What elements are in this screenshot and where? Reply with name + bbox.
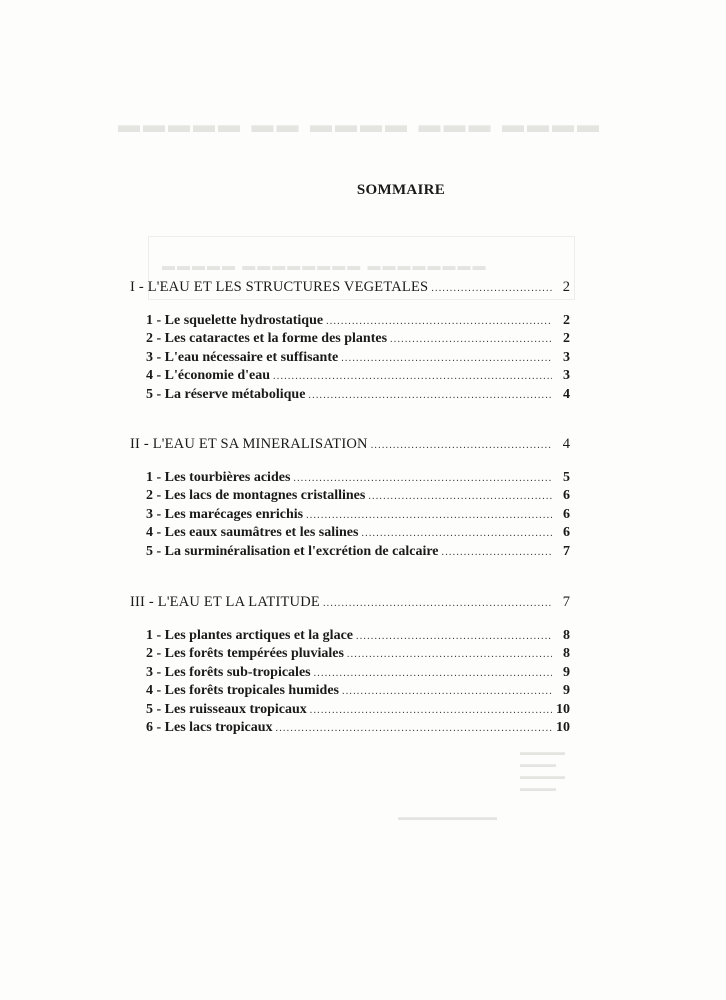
bleed-through-text: ▬▬▬▬▬ ▬▬▬▬▬▬▬▬ ▬▬▬▬▬▬▬▬ bbox=[162, 258, 488, 273]
toc-item bbox=[146, 367, 570, 386]
page-number: 6 bbox=[563, 506, 570, 522]
toc-item-label: 5 - La réserve métabolique bbox=[146, 386, 306, 402]
toc-heading bbox=[130, 436, 570, 455]
page-number: 2 bbox=[563, 312, 570, 328]
page-number: 2 bbox=[562, 279, 570, 295]
toc-item-label: 2 - Les cataractes et la forme des plantes bbox=[146, 331, 388, 346]
toc-item-label: 2 - Les forêts tempérées pluviales bbox=[146, 646, 344, 661]
toc-item bbox=[146, 349, 570, 368]
toc-item-label: 5 - Les ruisseaux tropicaux bbox=[146, 701, 307, 717]
page-number: 9 bbox=[563, 683, 570, 698]
page-number: 7 bbox=[562, 594, 570, 610]
dot-leader bbox=[356, 628, 552, 646]
page-number: 4 bbox=[563, 386, 570, 402]
toc-item-label: 1 - Le squelette hydrostatique bbox=[146, 312, 324, 328]
toc-item bbox=[146, 330, 570, 349]
toc-item bbox=[146, 524, 570, 543]
dot-leader bbox=[342, 683, 552, 701]
toc-items bbox=[130, 312, 570, 405]
toc-item bbox=[146, 664, 570, 683]
toc-item-label: 3 - Les marécages enrichis bbox=[146, 506, 304, 522]
dot-leader bbox=[306, 507, 552, 525]
toc-item bbox=[146, 469, 570, 488]
toc-item-label: 4 - Les eaux saumâtres et les salines bbox=[146, 525, 359, 540]
toc-item-label: 1 - Les tourbières acides bbox=[146, 469, 291, 485]
page-number: 10 bbox=[556, 701, 570, 717]
dot-leader bbox=[310, 702, 552, 720]
dot-leader bbox=[368, 488, 552, 506]
dot-leader bbox=[390, 331, 552, 349]
toc-item-label: 3 - L'eau nécessaire et suffisante bbox=[146, 349, 339, 365]
toc-heading-label: II - L'EAU ET SA MINERALISATION bbox=[130, 436, 368, 452]
toc-item-label: 5 - La surminéralisation et l'excrétion de calcaire bbox=[146, 543, 439, 559]
toc-item-label: 4 - L'économie d'eau bbox=[146, 368, 271, 383]
toc-section-1 bbox=[130, 279, 570, 404]
bleed-through-text: ▬▬▬▬▬▬▬▬▬▬▬ bbox=[398, 812, 497, 822]
toc-heading-label: III - L'EAU ET LA LATITUDE bbox=[130, 594, 320, 610]
toc-section-2 bbox=[130, 436, 570, 561]
page-number: 8 bbox=[563, 627, 570, 643]
dot-leader bbox=[341, 350, 552, 368]
page-number: 2 bbox=[563, 331, 570, 346]
page-number: 8 bbox=[563, 646, 570, 661]
dot-leader bbox=[347, 646, 552, 664]
dot-leader bbox=[326, 313, 552, 331]
page-number: 6 bbox=[563, 488, 570, 503]
toc-item-label: 4 - Les forêts tropicales humides bbox=[146, 683, 339, 698]
document-title: SOMMAIRE bbox=[356, 182, 446, 198]
toc-items bbox=[130, 627, 570, 738]
dot-leader bbox=[273, 368, 552, 386]
toc-items bbox=[130, 469, 570, 562]
dot-leader bbox=[276, 720, 552, 738]
page-number: 3 bbox=[563, 349, 570, 365]
toc-item bbox=[146, 506, 570, 525]
page-number: 10 bbox=[556, 720, 570, 735]
toc-heading bbox=[130, 594, 570, 613]
page-number: 4 bbox=[562, 436, 570, 452]
dot-leader bbox=[361, 525, 552, 543]
page-number: 7 bbox=[563, 543, 570, 559]
page-number: 6 bbox=[563, 525, 570, 540]
toc-item bbox=[146, 719, 570, 738]
toc-heading bbox=[130, 279, 570, 298]
toc-item bbox=[146, 701, 570, 720]
toc-item bbox=[146, 627, 570, 646]
bleed-through-text: ▬▬▬▬▬ ▬▬ ▬▬▬▬ ▬▬▬ ▬▬▬▬ bbox=[118, 112, 602, 137]
toc-item bbox=[146, 682, 570, 701]
page-number: 3 bbox=[563, 368, 570, 383]
dot-leader bbox=[323, 595, 552, 613]
toc-item bbox=[146, 386, 570, 405]
toc-item-label: 1 - Les plantes arctiques et la glace bbox=[146, 627, 353, 643]
toc-item bbox=[146, 645, 570, 664]
toc-item-label: 6 - Les lacs tropicaux bbox=[146, 720, 273, 735]
dot-leader bbox=[371, 437, 552, 455]
toc-heading-label: I - L'EAU ET LES STRUCTURES VEGETALES bbox=[130, 279, 429, 295]
toc-section-3 bbox=[130, 594, 570, 738]
page-number: 5 bbox=[563, 469, 570, 485]
page-number: 9 bbox=[563, 664, 570, 680]
dot-leader bbox=[308, 387, 552, 405]
dot-leader bbox=[293, 470, 552, 488]
toc-item bbox=[146, 312, 570, 331]
toc-item bbox=[146, 487, 570, 506]
dot-leader bbox=[442, 544, 552, 562]
toc-item bbox=[146, 543, 570, 562]
dot-leader bbox=[431, 280, 552, 298]
toc-item-label: 3 - Les forêts sub-tropicales bbox=[146, 664, 311, 680]
toc-item-label: 2 - Les lacs de montagnes cristallines bbox=[146, 488, 366, 503]
dot-leader bbox=[314, 665, 552, 683]
bleed-through-text: ▬▬▬▬▬ ▬▬▬▬ ▬▬▬▬▬ ▬▬▬▬ bbox=[520, 747, 565, 793]
